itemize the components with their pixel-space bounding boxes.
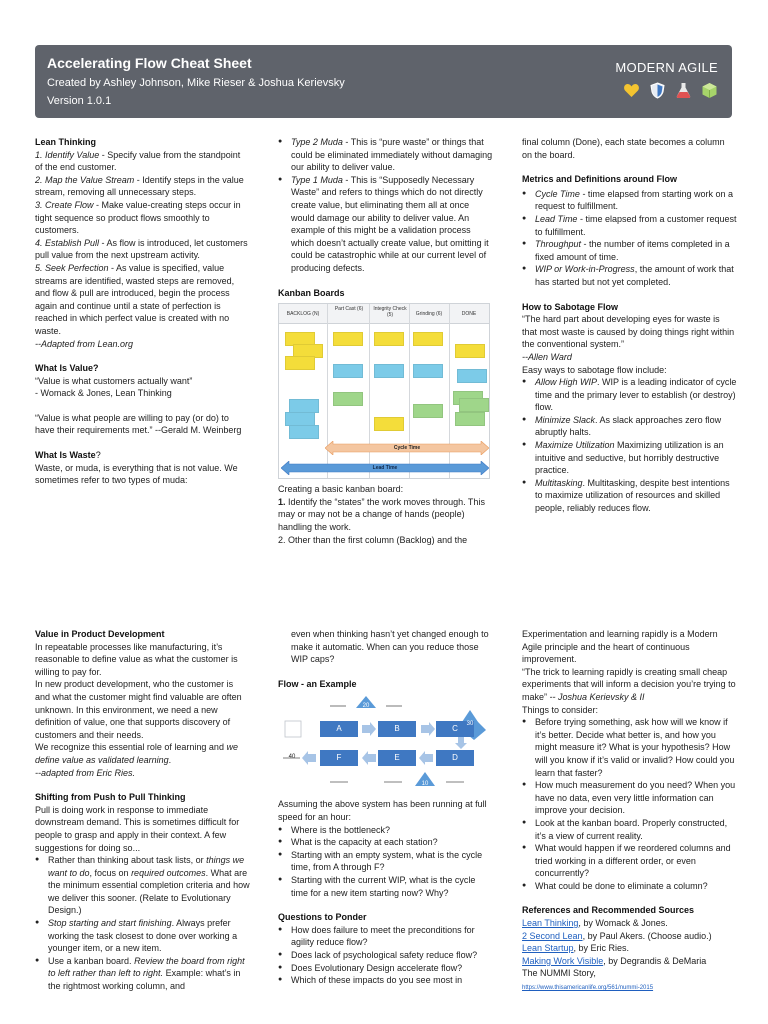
kanban-card: [374, 332, 404, 346]
vpd-source: --adapted from Eric Ries.: [35, 767, 136, 778]
kanban-card: [413, 364, 443, 378]
top-column-1: [35, 136, 250, 487]
kanban-step-2: 2. Other than the first column (Backlog) and the: [278, 534, 468, 545]
kanban-card: [289, 399, 319, 413]
bottom-column-1: [35, 628, 250, 993]
list-item: ● Starting with an empty system, what is the cycle time, from A through F?: [278, 849, 493, 874]
heart-icon: [623, 82, 640, 99]
list-item: ● Type 2 Muda - This is “pure waste” or things that could be eliminated immediately without damaging our ability to deliver value.: [278, 136, 493, 174]
list-item: ● Look at the kanban board. Properly constructed, it’s a view of current reality.: [522, 817, 737, 842]
flow-count-30: 30: [466, 721, 474, 728]
kanban-card: [289, 425, 319, 439]
kanban-card: [455, 412, 485, 426]
version-label: Version 1.0.1: [47, 95, 112, 107]
flow-node-f: F: [320, 750, 358, 766]
reference-link-2-second-lean[interactable]: 2 Second Lean: [522, 930, 583, 941]
reference-item: Lean Thinking, by Womack & Jones.: [522, 918, 668, 929]
list-item: ● Rather than thinking about task lists, or things we want to do, focus on required outcomes. What are the minimum essential completion criteria and how we deliver this sooner. (Relate to Evolutionary Design.): [35, 854, 250, 917]
lean-step-4: 4. Establish Pull - As flow is introduced, let customers pull value from the next upstream activity.: [35, 237, 248, 261]
flow-example-heading: Flow - an Example: [278, 678, 357, 689]
flow-node-e: E: [378, 750, 416, 766]
list-item: ● What would happen if we reordered columns and tried working in a different order, or even concurrently?: [522, 842, 737, 880]
sabotage-heading: How to Sabotage Flow: [522, 301, 618, 312]
kanban-board-diagram: [278, 303, 490, 479]
metrics-heading: Metrics and Definitions around Flow: [522, 174, 678, 185]
sabotage-quote: “The hard part about developing eyes for waste is that most waste is caused by doing things right within the conventional system.”: [522, 314, 735, 350]
kanban-card: [457, 369, 487, 383]
kanban-step-2-continued: final column (Done), each state becomes a column on the board.: [522, 137, 725, 160]
lean-thinking-heading: Lean Thinking: [35, 137, 97, 147]
reference-item: 2 Second Lean, by Paul Akers. (Choose audio.): [522, 930, 712, 941]
sabotage-list: [522, 376, 737, 515]
brand-icons: [623, 82, 718, 99]
list-item: ● What could be done to eliminate a column?: [522, 880, 737, 893]
list-item: ● Which of these impacts do you see most in: [278, 974, 493, 987]
reference-item: Lean Startup, by Eric Ries.: [522, 943, 630, 954]
kanban-card: [333, 392, 363, 406]
reference-link-making-work-visible[interactable]: Making Work Visible: [522, 955, 604, 966]
what-is-waste-heading: What Is Waste?: [35, 450, 101, 461]
kanban-card: [455, 344, 485, 358]
reference-item-nummi-url: [522, 980, 737, 995]
flow-example-text: Assuming the above system has been running at full speed for an hour:: [278, 799, 487, 822]
metrics-list: [522, 188, 737, 289]
flow-diagram-shapes: [278, 694, 490, 794]
waste-text: Waste, or muda, is everything that is not value. We sometimes refer to two types of muda:: [35, 462, 238, 486]
reference-link-lean-startup[interactable]: Lean Startup: [522, 943, 574, 954]
list-item: ● How does failure to meet the preconditions for agility reduce flow?: [278, 924, 493, 949]
ponder-list: [278, 924, 493, 987]
reference-item-nummi: The NUMMI Story,: [522, 968, 596, 979]
push-to-pull-heading: Shifting from Push to Pull Thinking: [35, 792, 186, 803]
top-column-2: [278, 136, 493, 546]
vpd-paragraph-3: We recognize this essential role of learning and we define value as validated learning.: [35, 742, 238, 765]
cycle-time-label: Cycle Time: [393, 445, 421, 452]
list-item: ● Does lack of psychological safety reduce flow?: [278, 949, 493, 962]
list-item: ● Cycle Time - time elapsed from starting work on a request to fulfillment.: [522, 188, 737, 213]
kanban-card: [374, 364, 404, 378]
sabotage-quote-source: --Allen Ward: [522, 351, 572, 362]
experiment-paragraph: Experimentation and learning rapidly is a Modern Agile principle and the heart of continuous improvement.: [522, 629, 718, 665]
reference-item: Making Work Visible, by Degrandis & DeMaria: [522, 955, 707, 966]
flow-node-d: D: [436, 750, 474, 766]
list-item: ● Type 1 Muda - This is “Supposedly Necessary Waste” and refers to things which do not directly create value, but eliminating them all at once would damage our ability to deliver value. An example of this might be a validation process which doesn’t actually create value, but omitting it could be catastrophic while at our current level of producing defects.: [278, 174, 493, 275]
kanban-column-backlog: BACKLOG (N): [286, 311, 320, 318]
shield-icon: [649, 82, 666, 99]
cube-icon: [701, 82, 718, 99]
list-item: ● Before trying something, ask how will we know if it’s better. Decide what better is, and how you might measure it? What is your hypothesis? How will you know if it’s valid or invalid? How could you learn that faster?: [522, 716, 737, 779]
credits: Created by Ashley Johnson, Mike Rieser & Joshua Kerievsky: [47, 77, 345, 89]
brand-logo-text: MODERN AGILE: [615, 60, 718, 75]
list-item: ● Multitasking. Multitasking, despite best intentions to maximize utilization of resources and skilled people, reliably reduces flow.: [522, 477, 737, 515]
experiment-intro: Things to consider:: [522, 704, 599, 715]
nummi-url-link[interactable]: https://www.thisamericanlife.org/561/nummi-2015: [522, 985, 654, 992]
kanban-step-1: 1. Identify the “states” the work moves through. This may or may not be a change of hands (people) handling the work.: [278, 496, 485, 532]
value-quote-1: “Value is what customers actually want”: [35, 375, 193, 386]
flow-count-40: 40: [288, 754, 296, 761]
references-heading: References and Recommended Sources: [522, 905, 695, 916]
bottom-column-3: [522, 628, 737, 995]
push-to-pull-list: [35, 854, 250, 993]
lean-step-5: 5. Seek Perfection - As value is specified, value streams are identified, wasted steps are removed, and flow & pull are introduced, begin the process again and continue until a state of perfection is reached in which perfect value is created with no waste.: [35, 262, 235, 336]
kanban-boards-heading: Kanban Boards: [278, 287, 345, 298]
questions-to-ponder-heading: Questions to Ponder: [278, 912, 367, 923]
list-item: ● How much measurement do you need? When you have no data, even very little information can improve your decision.: [522, 779, 737, 817]
kanban-card: [413, 404, 443, 418]
kanban-card: [374, 417, 404, 431]
list-item: ● Stop starting and start finishing. Always prefer working the task closest to done over working a younger item, or a new item.: [35, 917, 250, 955]
lean-step-2: 2. Map the Value Stream - Identify steps in the value stream, removing all unnecessary steps.: [35, 174, 244, 198]
list-item: ● Allow High WIP. WIP is a leading indicator of cycle time and the primary lever to establish (or destroy) flow.: [522, 376, 737, 414]
value-quote-2: “Value is what people are willing to pay (or do) to have their requirements met.” --Gerald M. Weinberg: [35, 412, 242, 436]
value-quote-1-source: - Womack & Jones, Lean Thinking: [35, 388, 172, 399]
experiment-quote: “The trick to learning rapidly is creating small cheap experiments that will inform a decision you’re trying to make” -- Joshua Kerievsky & II: [522, 666, 736, 702]
bottom-column-2: [278, 628, 493, 987]
kanban-column-part-cast: Part Cast (6): [334, 306, 364, 313]
list-item: ● Where is the bottleneck?: [278, 824, 493, 837]
kanban-column-done: DONE: [461, 311, 477, 318]
reference-link-lean-thinking[interactable]: Lean Thinking: [522, 918, 579, 929]
flow-count-10: 10: [421, 781, 429, 788]
vpd-paragraph-1: In repeatable processes like manufacturing, it’s reasonable to define value as what the customer is willing to pay for.: [35, 641, 238, 677]
list-item: ● Minimize Slack. As slack approaches zero flow abruptly halts.: [522, 414, 737, 439]
flow-questions-list: [278, 824, 493, 900]
list-item: ● Maximize Utilization Maximizing utilization is an intuitive and seductive, but horribly destructive practice.: [522, 439, 737, 477]
flow-node-a: A: [320, 721, 358, 737]
muda-list: [278, 136, 493, 275]
flow-example-diagram: [278, 694, 490, 794]
kanban-column-grinding: Grinding (6): [415, 311, 443, 318]
list-item: ● Does Evolutionary Design accelerate flow?: [278, 962, 493, 975]
kanban-intro: Creating a basic kanban board:: [278, 484, 404, 495]
list-item: ● Use a kanban board. Review the board from right to left rather than left to right. Example: what’s in the rightmost working column, and: [35, 955, 250, 993]
top-column-3: [522, 136, 737, 515]
list-item: ● WIP or Work-in-Progress, the amount of work that has started but not yet completed.: [522, 263, 737, 288]
flow-node-b: B: [378, 721, 416, 737]
kanban-column-integrity-check: Integrity Check (5): [373, 306, 407, 319]
kanban-card: [333, 332, 363, 346]
kanban-card: [285, 412, 315, 426]
kanban-card: [285, 356, 315, 370]
vpd-paragraph-2: In new product development, who the customer is and what the customer might find valuable are often unknown. In this environment, we need a new definition of value, one that supports discovery of customers and their needs.: [35, 679, 242, 740]
page-title: Accelerating Flow Cheat Sheet: [47, 55, 252, 71]
flask-icon: [675, 82, 692, 99]
push-to-pull-text: Pull is doing work in response to immediate downstream demand. This is sometimes difficult for people to grasp and apply in their context. A few suggestions for doing so...: [35, 804, 240, 853]
sabotage-intro: Easy ways to sabotage flow include:: [522, 364, 667, 375]
experiment-list: [522, 716, 737, 892]
value-in-product-development-heading: Value in Product Development: [35, 629, 165, 639]
kanban-card: [413, 332, 443, 346]
lean-step-1: 1. Identify Value - Specify value from the standpoint of the end customer.: [35, 149, 241, 173]
list-item: ● What is the capacity at each station?: [278, 836, 493, 849]
list-item: ● Starting with the current WIP, what is the cycle time for a new item starting now? Why?: [278, 874, 493, 899]
kanban-card: [459, 398, 489, 412]
lead-time-label: Lead Time: [372, 465, 398, 472]
lean-source: --Adapted from Lean.org: [35, 338, 134, 349]
what-is-value-heading: What Is Value?: [35, 363, 99, 374]
list-item: ● Throughput - the number of items completed in a fixed amount of time.: [522, 238, 737, 263]
kanban-card: [333, 364, 363, 378]
continued-text: even when thinking hasn’t yet changed enough to make it automatic. When can you reduce those WIP caps?: [291, 629, 489, 665]
lean-step-3: 3. Create Flow - Make value-creating steps occur in tight sequence so product flows smoothly to customers.: [35, 199, 241, 236]
list-item: ● Lead Time - time elapsed from a customer request to fulfillment.: [522, 213, 737, 238]
flow-count-20: 20: [362, 703, 370, 710]
flow-node-c: C: [436, 721, 474, 737]
header-banner: [35, 45, 732, 118]
